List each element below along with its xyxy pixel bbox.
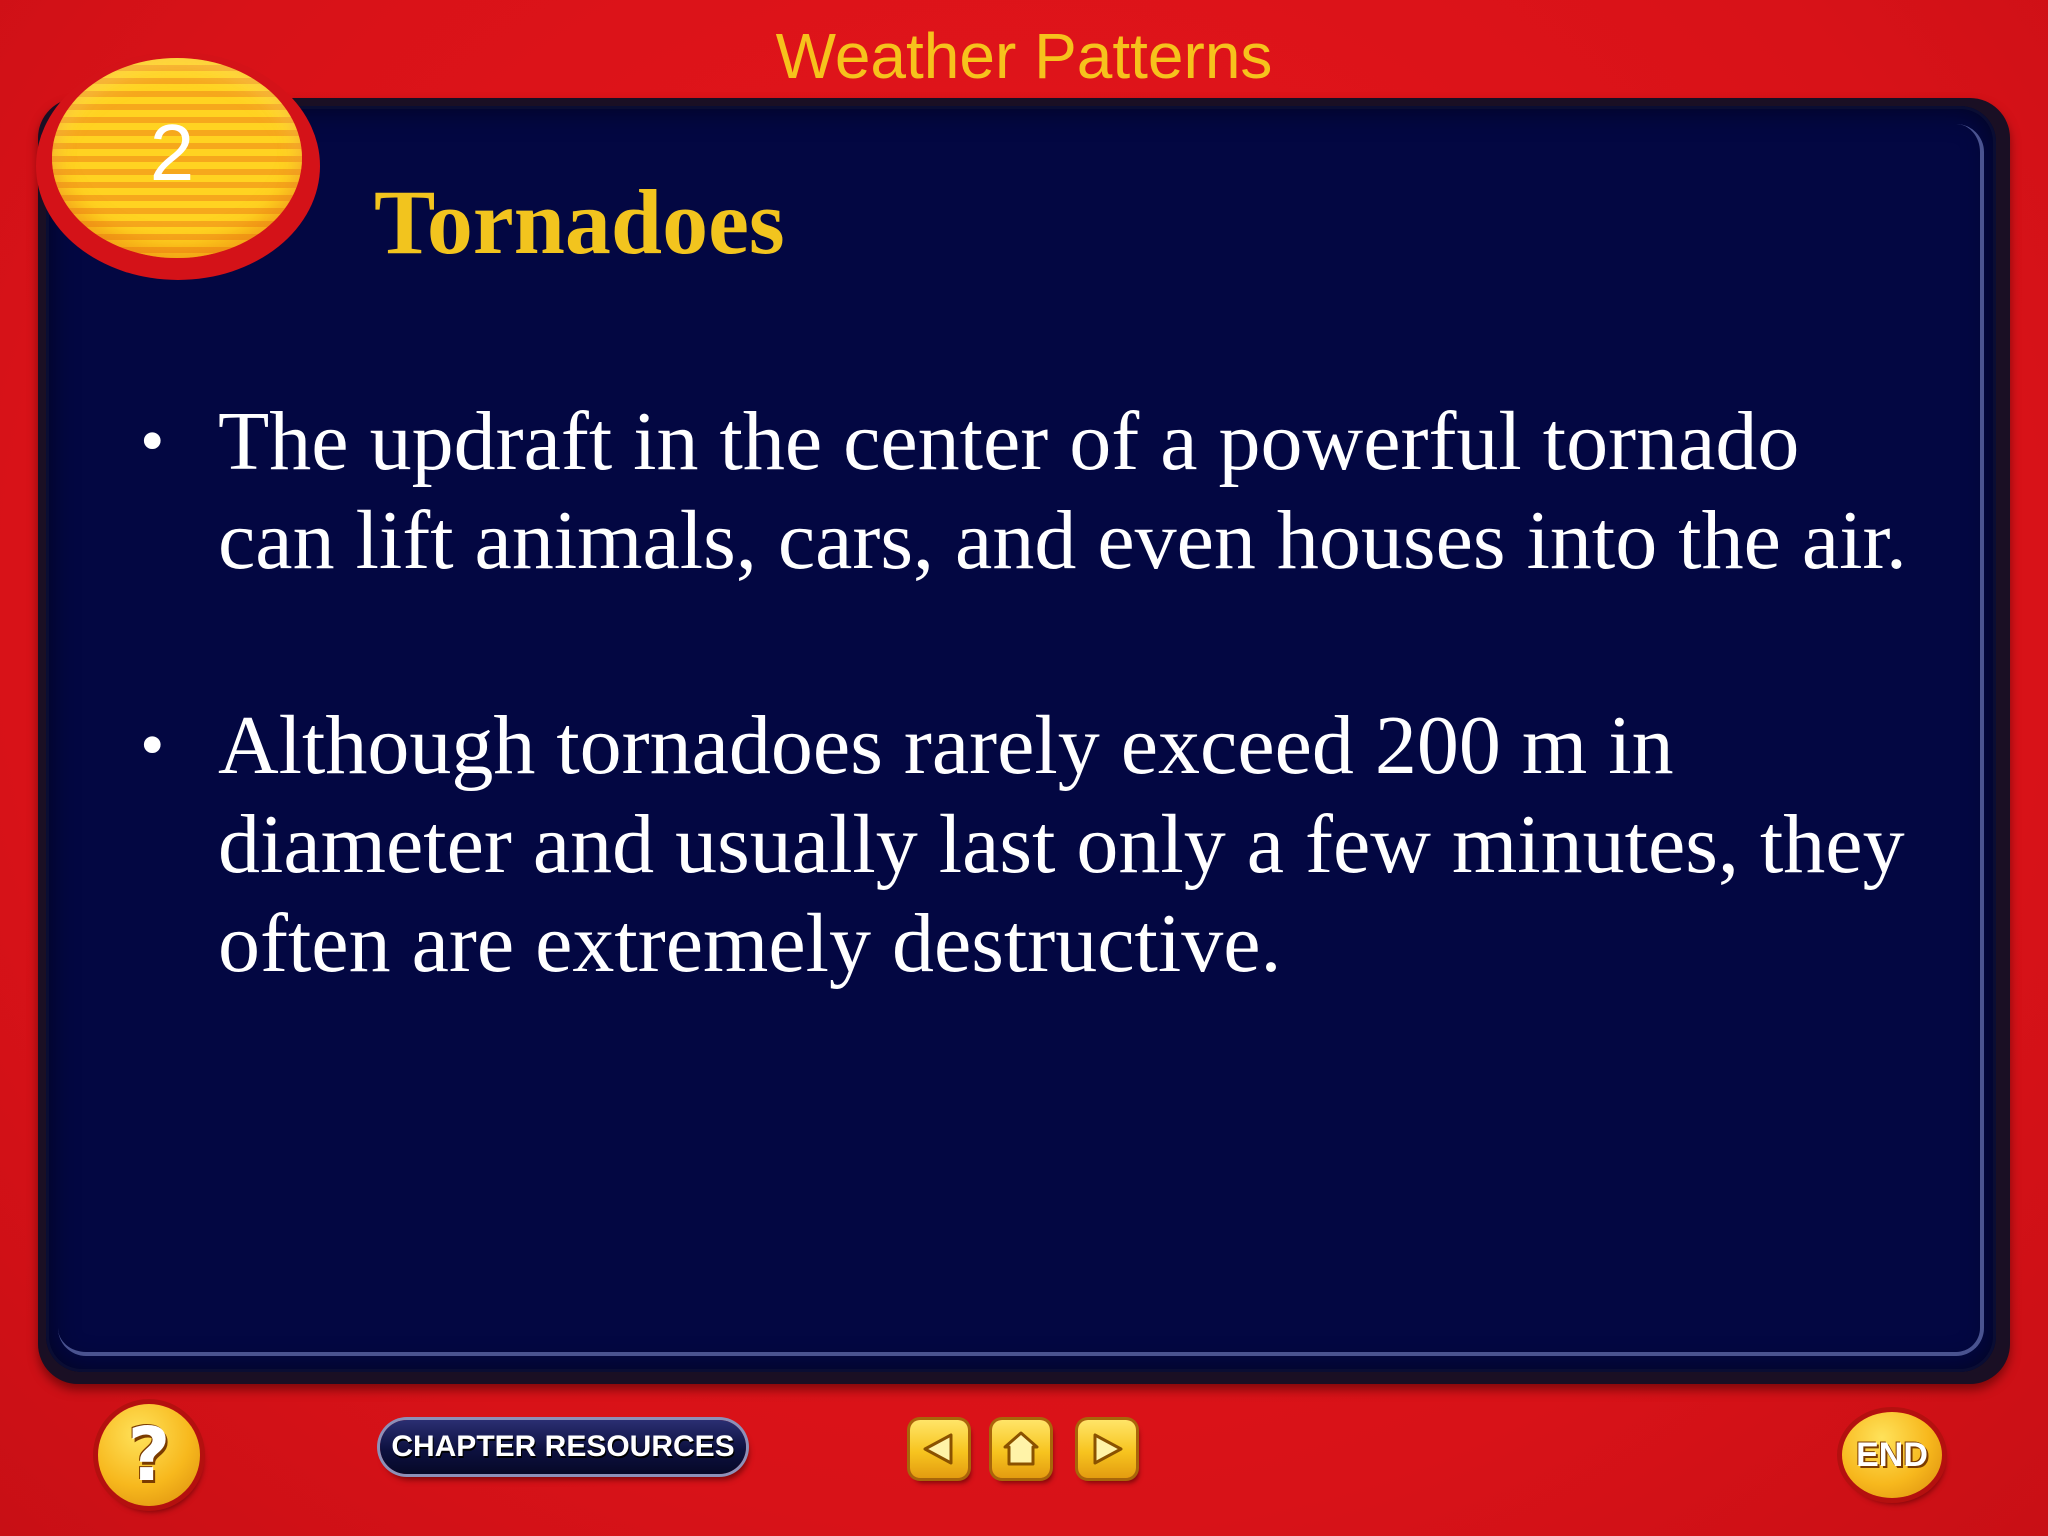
bullet-text: Although tornadoes rarely exceed 200 m in diameter and usually last only a few minutes, they often are extremely destructive. <box>218 699 1905 990</box>
bullet-item <box>140 392 1920 590</box>
end-button[interactable] <box>1842 1412 1942 1498</box>
home-button[interactable] <box>992 1420 1050 1478</box>
question-mark-icon: ? <box>127 1412 171 1498</box>
chapter-title: Weather Patterns <box>775 20 1273 92</box>
chapter-resources-label: CHAPTER RESOURCES <box>391 1430 735 1463</box>
chapter-resources-button[interactable] <box>380 1420 746 1474</box>
section-number: 2 <box>149 108 195 197</box>
triangle-right-icon <box>1087 1429 1127 1469</box>
triangle-left-icon <box>919 1429 959 1469</box>
previous-slide-button[interactable] <box>910 1420 968 1478</box>
end-label: END <box>1856 1435 1928 1474</box>
house-icon <box>1000 1428 1042 1470</box>
bullet-text: The updraft in the center of a powerful tornado can lift animals, cars, and even houses into the air. <box>218 395 1907 587</box>
bullet-marker: • <box>140 403 165 480</box>
bullet-list <box>140 392 1920 1099</box>
bullet-item <box>140 696 1920 993</box>
bullet-marker: • <box>140 707 165 784</box>
slide-title: Tornadoes <box>374 171 785 273</box>
help-button[interactable] <box>98 1404 200 1506</box>
next-slide-button[interactable] <box>1078 1420 1136 1478</box>
